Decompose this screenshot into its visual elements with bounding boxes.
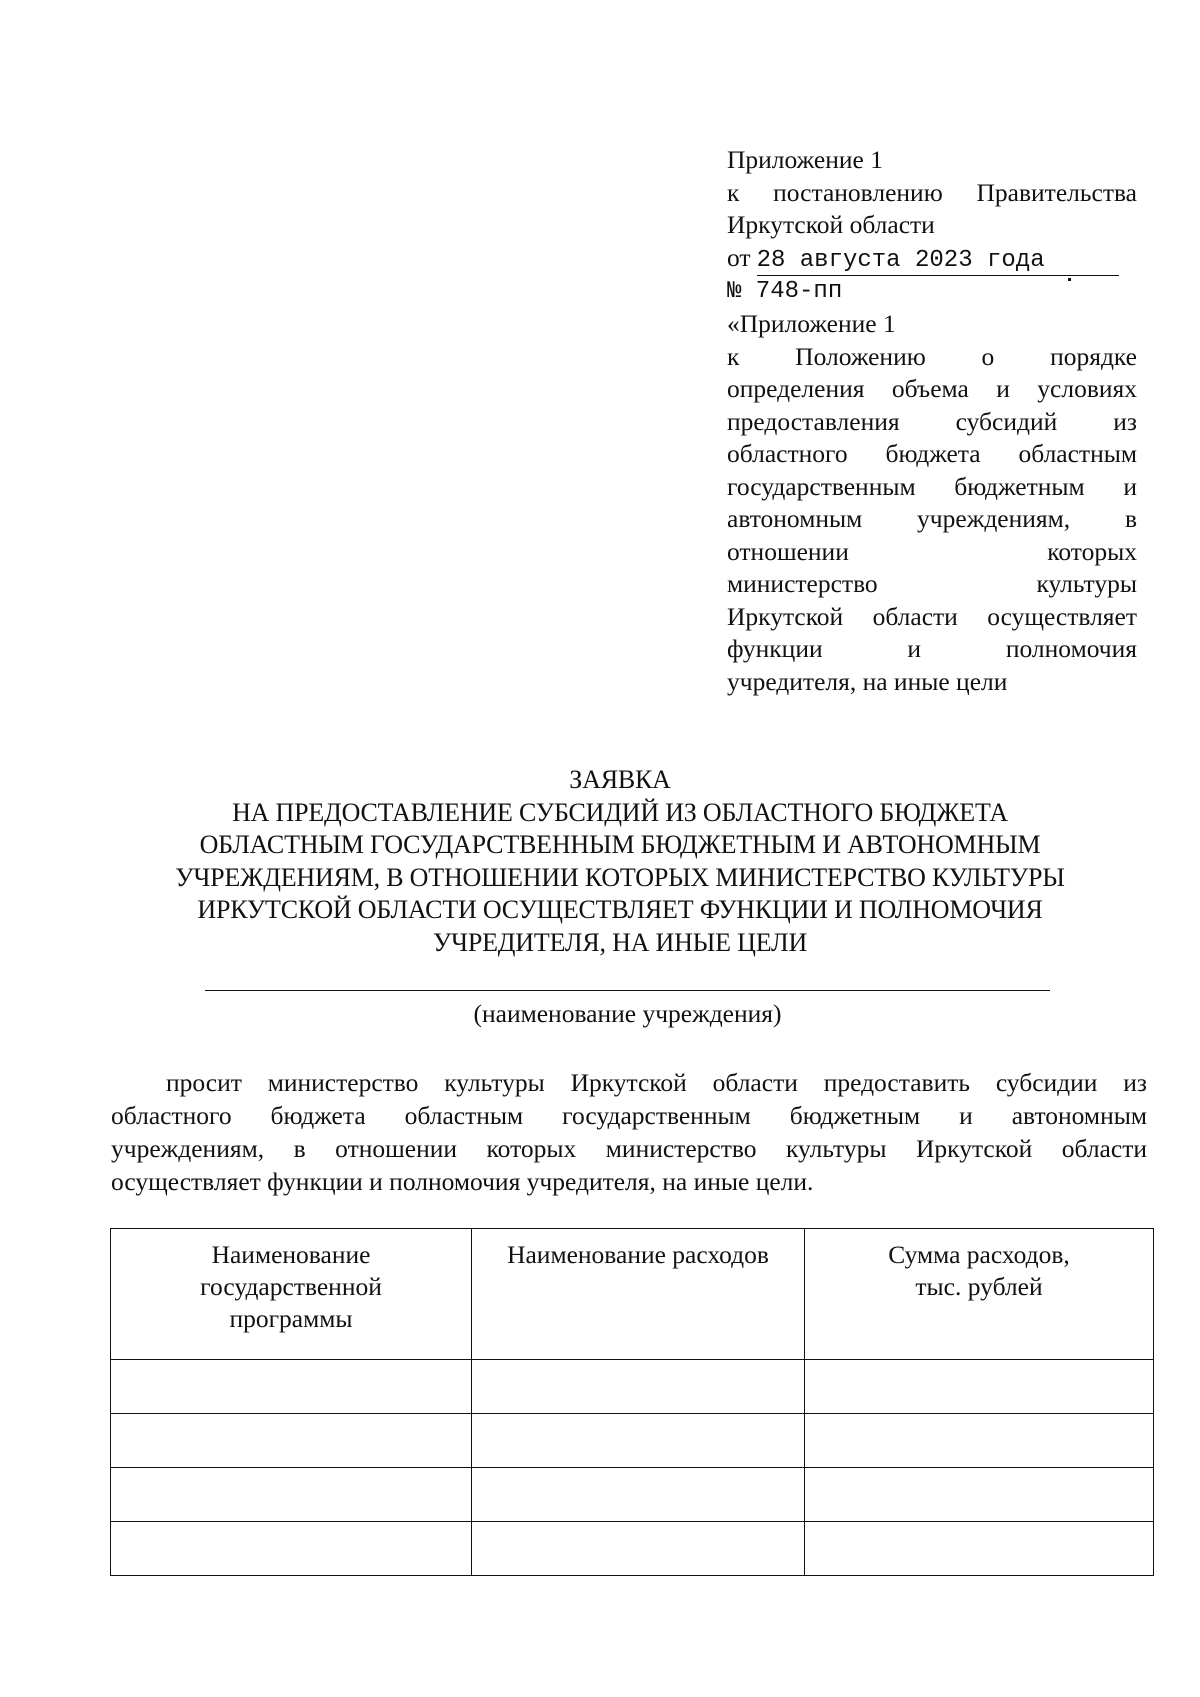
appendix-line: автономным учреждениям, в [727, 504, 1137, 533]
appendix-number: № 748-пп [727, 277, 843, 305]
paragraph-line: просит министерство культуры Иркутской области предоставить субсидии из [166, 1068, 1147, 1097]
appendix-date-value: 28 августа 2023 года [757, 247, 1119, 276]
table-cell[interactable] [111, 1468, 472, 1522]
table-row [111, 1522, 1154, 1576]
paragraph-line: осуществляет функции и полномочия учредителя, на иные цели. [111, 1167, 814, 1196]
appendix-line: функции и полномочия [727, 634, 1137, 663]
appendix-line: к постановлению Правительства [727, 177, 1137, 207]
table-cell[interactable] [805, 1414, 1154, 1468]
appendix-date-line [727, 242, 1137, 276]
appendix-line: определения объема и условиях [727, 374, 1137, 403]
appendix-line: Иркутской области осуществляет [727, 601, 1137, 631]
appendix-line: государственным бюджетным и [727, 471, 1137, 501]
table-cell[interactable] [472, 1360, 805, 1414]
appendix-line: отношении которых [727, 536, 1137, 566]
appendix-line: учредителя, на иные цели [727, 666, 1008, 696]
institution-name-blank[interactable] [205, 990, 1050, 991]
appendix-line: Приложение 1 [727, 145, 883, 174]
title-line: УЧРЕЖДЕНИЯМ, В ОТНОШЕНИИ КОТОРЫХ МИНИСТЕРСТВО КУЛЬТУРЫ [175, 862, 1065, 892]
paragraph-line: учреждениям, в отношении которых министерство культуры Иркутской области [111, 1134, 1147, 1163]
header-expense-name: Наименование расходов [472, 1229, 805, 1360]
table-cell[interactable] [472, 1522, 805, 1576]
appendix-line: министерство культуры [727, 569, 1137, 598]
expenses-table [110, 1228, 1154, 1576]
table-header-row [111, 1229, 1154, 1360]
table-cell[interactable] [805, 1522, 1154, 1576]
expenses-table-wrap [110, 1228, 1150, 1576]
title-line: ИРКУТСКОЙ ОБЛАСТИ ОСУЩЕСТВЛЯЕТ ФУНКЦИИ И ПОЛНОМОЧИЯ [197, 895, 1043, 924]
table-cell[interactable] [472, 1414, 805, 1468]
document-title [120, 764, 1120, 959]
table-cell[interactable] [805, 1360, 1154, 1414]
table-row [111, 1360, 1154, 1414]
request-paragraph [111, 1066, 1147, 1198]
paragraph-line: областного бюджета областным государственным бюджетным и автономным [111, 1101, 1147, 1130]
table-cell[interactable] [111, 1360, 472, 1414]
appendix-line: областного бюджета областным [727, 439, 1137, 468]
table-row [111, 1414, 1154, 1468]
title-line: НА ПРЕДОСТАВЛЕНИЕ СУБСИДИЙ ИЗ ОБЛАСТНОГО БЮДЖЕТА [232, 797, 1008, 827]
table-row [111, 1468, 1154, 1522]
appendix-line: к Положению о порядке [727, 341, 1137, 371]
header-expense-amount: Сумма расходов, тыс. рублей [805, 1229, 1154, 1360]
table-cell[interactable] [111, 1522, 472, 1576]
table-cell[interactable] [805, 1468, 1154, 1522]
appendix-line: «Приложение 1 [727, 309, 896, 338]
appendix-block [727, 144, 1137, 698]
table-cell[interactable] [111, 1414, 472, 1468]
institution-name-caption: (наименование учреждения) [473, 999, 782, 1028]
title-line: УЧРЕДИТЕЛЯ, НА ИНЫЕ ЦЕЛИ [432, 927, 808, 957]
title-line: ОБЛАСТНЫМ ГОСУДАРСТВЕННЫМ БЮДЖЕТНЫМ И АВТОНОМНЫМ [199, 830, 1041, 859]
table-cell[interactable] [472, 1468, 805, 1522]
title-line: ЗАЯВКА [569, 765, 671, 794]
scan-dot [1068, 278, 1071, 281]
header-program-name: Наименование государственной программы [111, 1229, 472, 1360]
appendix-date-prefix: от [727, 242, 751, 272]
appendix-line: Иркутской области [727, 210, 935, 239]
appendix-line: предоставления субсидий из [727, 406, 1137, 436]
